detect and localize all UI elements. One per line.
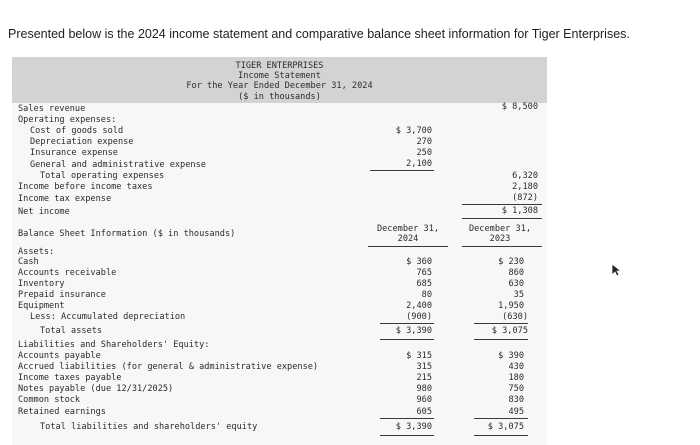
asset-label: Accounts receivable [18, 268, 117, 278]
total-assets-2024: $ 3,390 [395, 326, 432, 336]
liability-value-2023: 180 [508, 373, 524, 383]
col-2024-header-rule [368, 246, 448, 247]
liability-value-2023: 830 [508, 395, 524, 405]
cogs-value: $ 3,700 [395, 126, 432, 136]
asset-value-2023: (630) [502, 312, 528, 322]
liability-label: Income taxes payable [18, 373, 122, 383]
liability-label: Retained earnings [18, 407, 106, 417]
statement-title: Income Statement [238, 71, 321, 81]
gen-admin-value: 2,100 [406, 159, 432, 169]
liabilities-heading: Liabilities and Shareholders' Equity: [18, 340, 210, 350]
total-liab-2024-rule [380, 435, 434, 436]
statement-units: ($ in thousands) [238, 92, 321, 102]
liab-2023-rule [474, 418, 528, 419]
liability-label: Accounts payable [18, 351, 101, 361]
pretax-label: Income before income taxes [18, 182, 153, 192]
asset-value-2024: 765 [416, 268, 432, 278]
asset-value-2023: 1,950 [498, 301, 524, 311]
asset-value-2023: $ 230 [498, 257, 524, 267]
assets-2023-rule [474, 323, 528, 324]
asset-value-2024: 2,400 [406, 301, 432, 311]
tax-label: Income tax expense [18, 194, 112, 204]
col-2023-line2: 2023 [489, 234, 511, 244]
col-2023-header-rule [462, 246, 542, 247]
tax-rule [462, 204, 542, 205]
total-liab-2023-rule [474, 435, 528, 436]
insurance-label: Insurance expense [30, 148, 118, 158]
col-2023-line1: December 31, [468, 224, 532, 234]
gen-admin-label: General and administrative expense [30, 160, 206, 170]
liability-label: Accrued liabilities (for general & administrative expense) [18, 362, 319, 372]
asset-value-2024: (900) [406, 312, 432, 322]
sales-revenue-value: $ 8,500 [501, 102, 538, 112]
total-assets-2023-rule [474, 339, 528, 340]
liability-value-2024: 980 [416, 384, 432, 394]
total-opex-value: 6,320 [512, 171, 538, 181]
liability-value-2024: 605 [416, 407, 432, 417]
sales-revenue-label: Sales revenue [18, 104, 86, 114]
liability-value-2024: 315 [416, 362, 432, 372]
liability-value-2023: 495 [508, 407, 524, 417]
company-name: TIGER ENTERPRISES [235, 61, 324, 71]
asset-label: Inventory [18, 279, 65, 289]
asset-label: Prepaid insurance [18, 290, 106, 300]
tax-value: (872) [512, 193, 538, 203]
asset-value-2024: $ 360 [406, 257, 432, 267]
opex-subtotal-rule [370, 170, 434, 171]
cogs-label: Cost of goods sold [30, 126, 124, 136]
total-liabilities-label: Total liabilities and shareholders' equity [40, 422, 258, 432]
liability-label: Notes payable (due 12/31/2025) [18, 384, 174, 394]
pretax-value: 2,180 [512, 182, 538, 192]
col-2024-line1: December 31, [376, 224, 440, 234]
total-assets-2023: $ 3,075 [491, 326, 528, 336]
mouse-pointer-icon [611, 262, 623, 281]
asset-value-2024: 80 [421, 290, 432, 300]
intro-text: Presented below is the 2024 income statement and comparative balance sheet information for Tiger Enterprises. [8, 27, 630, 41]
total-assets-2024-rule [380, 339, 434, 340]
asset-value-2023: 860 [508, 268, 524, 278]
asset-value-2023: 630 [508, 279, 524, 289]
assets-heading: Assets: [18, 247, 55, 257]
total-liabilities-2023: $ 3,075 [487, 422, 524, 432]
liability-value-2024: $ 315 [406, 351, 432, 361]
net-income-value: $ 1,308 [501, 206, 538, 216]
net-income-rule [462, 218, 542, 219]
liability-label: Common stock [18, 395, 81, 405]
liability-value-2024: 960 [416, 395, 432, 405]
asset-value-2023: 35 [513, 290, 524, 300]
total-opex-label: Total operating expenses [40, 171, 165, 181]
statement-period: For the Year Ended December 31, 2024 [186, 81, 373, 91]
total-liabilities-2024: $ 3,390 [395, 422, 432, 432]
asset-label: Equipment [18, 301, 65, 311]
liab-2024-rule [380, 418, 434, 419]
liability-value-2024: 215 [416, 373, 432, 383]
asset-label: Cash [18, 257, 39, 267]
asset-label: Less: Accumulated depreciation [30, 312, 186, 322]
depreciation-value: 270 [416, 137, 432, 147]
depreciation-label: Depreciation expense [30, 137, 134, 147]
asset-value-2024: 685 [416, 279, 432, 289]
balance-sheet-title: Balance Sheet Information ($ in thousands) [18, 229, 236, 239]
operating-expenses-heading: Operating expenses: [18, 115, 117, 125]
insurance-value: 250 [416, 148, 432, 158]
net-income-label: Net income [18, 207, 70, 217]
liability-value-2023: 430 [508, 362, 524, 372]
liability-value-2023: $ 390 [498, 351, 524, 361]
liability-value-2023: 750 [508, 384, 524, 394]
total-assets-label: Total assets [40, 326, 103, 336]
col-2024-line2: 2024 [397, 234, 419, 244]
assets-2024-rule [380, 323, 434, 324]
